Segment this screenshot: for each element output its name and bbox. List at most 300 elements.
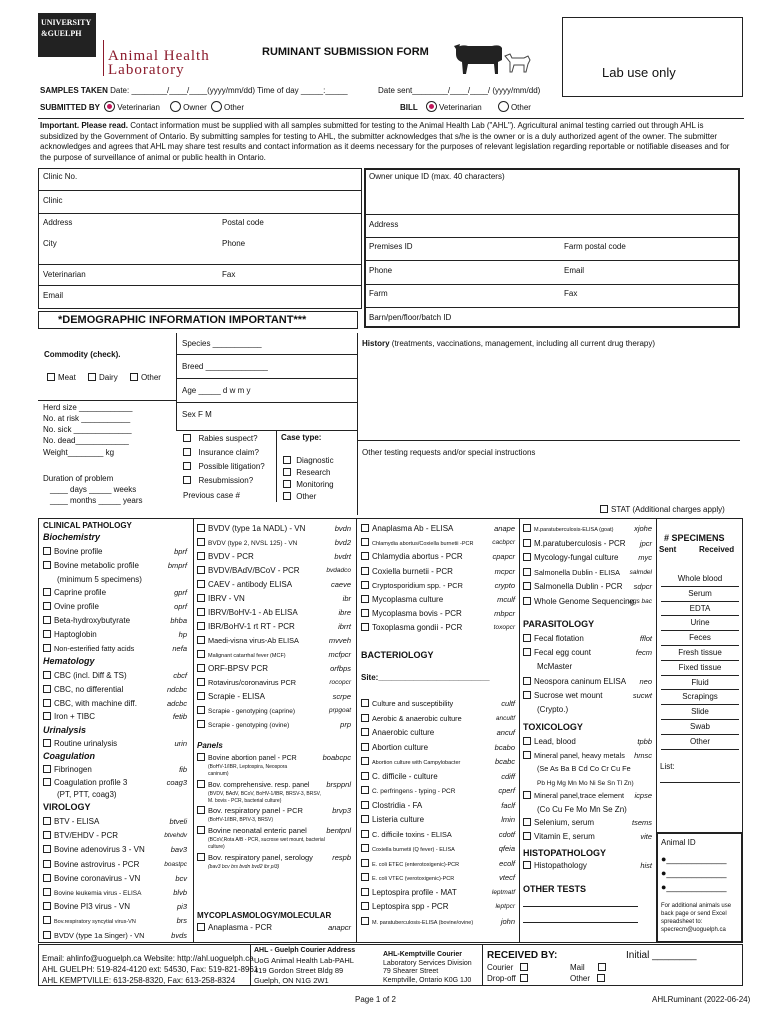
test-code: bcabc (494, 757, 515, 766)
cb-mail[interactable] (598, 963, 606, 971)
cb-other-commodity[interactable] (130, 373, 138, 381)
radio-other[interactable] (211, 101, 222, 112)
research: Research (296, 468, 331, 477)
veterinarian[interactable]: Veterinarian (43, 270, 86, 279)
test-name: BVDV (type 2, NVSL 125) - VN (208, 540, 298, 547)
no-at-risk[interactable]: No. at risk ___________ (43, 414, 131, 423)
specimens-title: # SPECIMENS (664, 533, 725, 543)
test-name: Neospora caninum ELISA (534, 676, 627, 686)
test-checkbox[interactable] (43, 765, 51, 773)
other-case: Other (296, 492, 317, 501)
test-code: sucwt (632, 690, 652, 700)
premises-id[interactable]: Premises ID (369, 242, 413, 251)
sent: Sent (659, 545, 677, 554)
test-row (43, 669, 189, 683)
test-name: CBC, with machine diff. (54, 698, 137, 708)
test-checkbox[interactable] (43, 860, 51, 868)
test-row (523, 632, 654, 646)
test-name: Coxiella burnetii - PCR (372, 566, 453, 576)
test-checkbox[interactable] (361, 859, 369, 867)
owner-id[interactable]: Owner unique ID (max. 40 characters) (369, 172, 505, 181)
test-checkbox[interactable] (523, 751, 531, 759)
test-checkbox[interactable] (197, 650, 205, 658)
test-code: vtecf (499, 873, 515, 882)
cb-research[interactable] (283, 468, 291, 476)
cb-diagnostic[interactable] (283, 456, 291, 464)
test-checkbox[interactable] (197, 664, 205, 672)
email-right[interactable]: Email (564, 266, 585, 275)
test-name: BVDV (type 1a Singer) - VN (54, 930, 145, 940)
test-row (523, 580, 654, 595)
cb-stat[interactable] (600, 505, 608, 513)
test-row (197, 704, 353, 718)
test-checkbox[interactable] (43, 561, 51, 569)
initial[interactable]: Initial ________ (626, 950, 697, 961)
test-row (523, 789, 654, 803)
test-row (43, 614, 189, 628)
test-checkbox[interactable] (523, 818, 531, 826)
panel-comp-sub: (BVDV, BAdV, BCoV, BoHV-1/IBR, BRSV-3, BRSV, M. bovis - PCR, bacterial culture) (208, 791, 321, 804)
specimen-label: Fresh tissue (678, 647, 722, 657)
list-label[interactable]: List: (660, 762, 675, 771)
histopathology-item: Histopathology (534, 861, 587, 870)
test-checkbox[interactable] (43, 671, 51, 679)
other-opt (570, 974, 608, 984)
test-name: Bovine leukemia virus - ELISA (54, 889, 142, 897)
test-checkbox[interactable] (361, 844, 369, 852)
test-row (361, 857, 517, 872)
phone-right[interactable]: Phone (369, 266, 393, 275)
test-checkbox[interactable] (197, 538, 205, 546)
test-checkbox[interactable] (43, 888, 51, 896)
cb-panel-neonatal[interactable] (197, 826, 205, 834)
form-version: AHLRuminant (2022-06-24) (652, 995, 751, 1004)
test-checkbox[interactable] (361, 743, 369, 751)
test-checkbox[interactable] (197, 524, 205, 532)
test-code: gprf (174, 588, 187, 598)
specimen-row[interactable] (661, 572, 739, 587)
test-code: bvdadco (326, 567, 351, 574)
specimen-row[interactable] (661, 720, 739, 735)
col1-coag-list (43, 764, 189, 802)
specimen-row[interactable] (661, 735, 739, 750)
test-code: prp (340, 720, 351, 729)
barn-id[interactable]: Barn/pen/floor/batch ID (369, 313, 452, 322)
specimen-row[interactable] (661, 646, 739, 661)
test-row (43, 900, 189, 914)
test-row (361, 726, 517, 741)
test-checkbox[interactable] (361, 609, 369, 617)
test-row (361, 579, 517, 593)
test-checkbox[interactable] (361, 728, 369, 736)
opt-owner: Owner (183, 103, 207, 112)
cb-litigation[interactable] (183, 462, 191, 470)
cb-meat[interactable] (47, 373, 55, 381)
cb-other-recv[interactable] (597, 974, 605, 982)
address-left[interactable]: Address (43, 218, 73, 227)
history[interactable] (362, 339, 655, 349)
specimen-label: Feces (689, 633, 711, 643)
test-code: lmin (501, 815, 515, 824)
test-checkbox[interactable] (361, 567, 369, 575)
kc-title: AHL-Kemptville Courier (383, 951, 462, 958)
courier-label: Courier (487, 963, 514, 972)
virology: VIROLOGY (43, 802, 91, 812)
test-row (197, 690, 353, 704)
test-name: Coagulation profile 3 (54, 777, 128, 787)
farm-postal[interactable]: Farm postal code (564, 242, 626, 251)
test-checkbox[interactable] (43, 845, 51, 853)
radio-vet[interactable] (104, 101, 115, 112)
courier-l3: Guelph, ON N1G 2W1 (254, 976, 329, 985)
litigation: Possible litigation? (198, 462, 265, 471)
test-checkbox[interactable] (197, 594, 205, 602)
specimen-row[interactable] (661, 587, 739, 602)
test-code: cbcf (173, 671, 187, 680)
test-checkbox[interactable] (361, 801, 369, 809)
duration-days[interactable]: ____ days _____ weeks (50, 485, 137, 494)
test-checkbox[interactable] (361, 757, 369, 765)
test-code: cpapcr (492, 552, 515, 562)
test-checkbox[interactable] (361, 830, 369, 838)
hist-code: hist (640, 861, 652, 870)
col3-list (361, 522, 517, 636)
test-code: btveli (169, 817, 187, 826)
test-row (43, 829, 189, 843)
phone-left[interactable]: Phone (222, 239, 246, 248)
test-row (361, 755, 517, 770)
test-row (523, 735, 654, 749)
previous-case[interactable]: Previous case # (183, 491, 240, 500)
test-checkbox[interactable] (523, 553, 531, 561)
test-name: Abortion culture with Campylobacter (372, 760, 461, 766)
test-row (523, 803, 654, 817)
cb-monitoring[interactable] (283, 480, 291, 488)
test-row (361, 697, 517, 712)
test-checkbox[interactable] (43, 739, 51, 747)
specimen-label: Serum (688, 588, 712, 598)
test-code: pi3 (176, 902, 187, 912)
test-code: coag3 (166, 777, 187, 787)
test-checkbox[interactable] (197, 552, 205, 560)
courier-title: AHL - Guelph Courier Address (254, 947, 356, 954)
commodity: Commodity (check). (44, 350, 121, 359)
university-word: UNIVERSITY (41, 18, 92, 27)
site[interactable]: Site:_________________________ (361, 673, 490, 682)
test-name: M.paratuberculosis-ELISA (goat) (534, 527, 614, 533)
test-code: brs (176, 916, 187, 926)
test-checkbox[interactable] (523, 832, 531, 840)
test-row (197, 676, 353, 690)
test-name: Mycoplasma bovis - PCR (372, 609, 462, 619)
clinic[interactable]: Clinic (43, 196, 63, 205)
test-row (43, 789, 189, 802)
histopathology: HISTOPATHOLOGY (523, 848, 607, 858)
test-checkbox[interactable] (523, 582, 531, 590)
animal-id: Animal ID (661, 838, 696, 847)
cb-panel-comp[interactable] (197, 780, 205, 788)
address-right[interactable]: Address (369, 220, 399, 229)
test-checkbox[interactable] (523, 677, 531, 685)
test-code: myc (638, 553, 652, 562)
specimen-label: Other (689, 736, 710, 746)
test-checkbox[interactable] (361, 581, 369, 589)
cb-resubmission[interactable] (183, 476, 191, 484)
test-checkbox[interactable] (43, 685, 51, 693)
ahl-title-2: Laboratory (108, 62, 185, 78)
specimen-label: Swab (689, 721, 710, 731)
test-checkbox[interactable] (361, 623, 369, 631)
test-code: ecolf (499, 858, 515, 868)
test-row (523, 551, 654, 566)
test-checkbox[interactable] (43, 547, 51, 555)
test-checkbox[interactable] (197, 692, 205, 700)
panel-abortion-code: boabcpc (322, 753, 351, 762)
test-checkbox[interactable] (43, 630, 51, 638)
email-left[interactable]: Email (43, 291, 64, 300)
test-checkbox[interactable] (361, 815, 369, 823)
panel-abortion-sub: (BoHV-1/IBR, Leptospira, Neospora caninum) (208, 764, 288, 777)
test-checkbox[interactable] (523, 648, 531, 656)
history-label: History (362, 339, 390, 348)
test-code: blvb (173, 887, 187, 897)
test-row (523, 522, 654, 537)
cb-anaplasma-pcr[interactable] (197, 923, 205, 931)
test-checkbox[interactable] (361, 699, 369, 707)
specimen-label: Urine (690, 618, 710, 628)
animal-id-lines[interactable]: ●____________ ●____________ ●____________ (661, 854, 727, 892)
test-checkbox[interactable] (523, 597, 531, 605)
test-checkbox[interactable] (197, 706, 205, 714)
dropoff-opt (487, 974, 531, 984)
test-checkbox[interactable] (361, 538, 369, 546)
cb-insurance[interactable] (183, 448, 191, 456)
test-checkbox[interactable] (523, 568, 531, 576)
duration-months[interactable]: ____ months _____ years (50, 496, 143, 505)
form-title: RUMINANT SUBMISSION FORM (262, 46, 429, 58)
test-checkbox[interactable] (43, 644, 51, 652)
test-name: Bovine coronavirus - VN (54, 873, 141, 883)
contact-right-box (364, 168, 740, 328)
test-checkbox[interactable] (523, 791, 531, 799)
test-row (43, 559, 189, 573)
bill-radio-vet[interactable] (426, 101, 437, 112)
test-checkbox[interactable] (43, 902, 51, 910)
cb-dairy[interactable] (88, 373, 96, 381)
clinic-no[interactable]: Clinic No. (43, 172, 78, 181)
cb-panel-resp[interactable] (197, 806, 205, 814)
cb-panel-abortion[interactable] (197, 753, 205, 761)
test-name: Beta-hydroxybutyrate (54, 615, 131, 625)
postal-code[interactable]: Postal code (222, 218, 264, 227)
test-code: mcfpcr (328, 650, 351, 659)
test-row (361, 799, 517, 814)
test-name: CBC, no differential (54, 684, 124, 694)
test-name: BTV/EHDV - PCR (54, 831, 119, 841)
test-checkbox[interactable] (361, 786, 369, 794)
test-checkbox[interactable] (43, 699, 51, 707)
test-checkbox[interactable] (43, 931, 51, 939)
test-code: adcbc (166, 698, 187, 708)
test-name: Mycoplasma culture (372, 594, 444, 604)
test-code: bcv (175, 873, 187, 883)
test-checkbox[interactable] (361, 524, 369, 532)
footer-email[interactable]: Email: ahlinfo@uoguelph.ca Website: http://ahl.uoguelph.ca (42, 954, 254, 963)
test-checkbox[interactable] (43, 778, 51, 786)
bill-label: BILL (400, 103, 418, 112)
test-checkbox[interactable] (361, 888, 369, 896)
farm[interactable]: Farm (369, 289, 388, 298)
breed[interactable]: Breed ______________ (182, 362, 268, 371)
test-code: prpgoat (328, 707, 351, 714)
specimen-row[interactable] (661, 616, 739, 631)
date-sent[interactable]: Date sent________/____/____/ (yyyy/mm/dd) (378, 86, 541, 95)
test-checkbox[interactable] (43, 916, 51, 924)
bill-opt-other: Other (510, 103, 531, 112)
test-checkbox[interactable] (361, 552, 369, 560)
specimen-row[interactable] (661, 631, 739, 646)
test-checkbox[interactable] (197, 608, 205, 616)
test-checkbox[interactable] (361, 917, 369, 925)
test-row (43, 843, 189, 857)
panel-abortion: Bovine abortion panel - PCR (208, 755, 297, 762)
test-checkbox[interactable] (523, 524, 531, 532)
commodity-opts (47, 373, 161, 383)
test-name: Caprine profile (54, 588, 107, 598)
test-row (523, 776, 654, 790)
test-checkbox[interactable] (43, 588, 51, 596)
species[interactable]: Species ___________ (182, 339, 262, 348)
test-checkbox[interactable] (197, 580, 205, 588)
dropoff-label: Drop-off (487, 974, 516, 983)
test-name: Anaplasma Ab - ELISA (372, 524, 454, 533)
city[interactable]: City (43, 239, 57, 248)
diagnostic: Diagnostic (296, 456, 334, 465)
test-checkbox[interactable] (197, 678, 205, 686)
test-checkbox[interactable] (197, 636, 205, 644)
test-row (523, 595, 654, 610)
bill-radio-other[interactable] (498, 101, 509, 112)
test-checkbox[interactable] (43, 616, 51, 624)
panel-serology: Bov. respiratory panel, serology (208, 853, 313, 862)
cb-histopathology[interactable] (523, 861, 531, 869)
test-row (43, 683, 189, 697)
cb-courier[interactable] (520, 963, 528, 971)
footer-guelph: AHL GUELPH: 519-824-4120 ext: 54530, Fax: 519-821-8961 (42, 965, 259, 974)
test-row (361, 741, 517, 756)
test-row (43, 858, 189, 872)
cb-panel-serology[interactable] (197, 853, 205, 861)
test-checkbox[interactable] (43, 831, 51, 839)
test-checkbox[interactable] (523, 539, 531, 547)
test-name: Bovine adenovirus 3 - VN (54, 845, 145, 855)
specimen-row[interactable] (661, 690, 739, 705)
test-checkbox[interactable] (361, 772, 369, 780)
test-code: hmsc (634, 750, 652, 760)
test-name: Leptospira profile - MAT (372, 887, 457, 897)
test-checkbox[interactable] (197, 566, 205, 574)
test-name: McMaster (537, 662, 573, 672)
col1-biochem-list (43, 545, 189, 655)
test-row (361, 886, 517, 901)
test-name: Routine urinalysis (54, 739, 118, 748)
no-dead[interactable]: No. dead____________ (43, 436, 129, 445)
other-tests: OTHER TESTS (523, 884, 587, 894)
radio-owner[interactable] (170, 101, 181, 112)
specimen-row[interactable] (661, 705, 739, 720)
test-checkbox[interactable] (361, 902, 369, 910)
test-name: M.paratuberculosis - PCR (534, 538, 626, 548)
test-code: ndcbc (166, 684, 187, 694)
anaplasma-pcr-code: anapcr (328, 923, 351, 932)
test-checkbox[interactable] (523, 691, 531, 699)
samples-date[interactable]: Date: ________/____/____(yyyy/mm/dd) Time of day _____:_____ (110, 86, 348, 95)
test-name: Bovine profile (54, 547, 103, 556)
specimen-row[interactable] (661, 602, 739, 617)
sex[interactable]: Sex F M (182, 410, 212, 419)
test-checkbox[interactable] (197, 622, 205, 630)
test-name: Bovine astrovirus - PCR (54, 859, 140, 869)
test-row (361, 900, 517, 915)
test-code: fflot (639, 634, 652, 643)
specimen-label: Whole blood (677, 574, 723, 583)
test-checkbox[interactable] (197, 720, 205, 728)
cb-rabies[interactable] (183, 434, 191, 442)
hematology: Hematology (43, 656, 95, 666)
test-name: BVDV - PCR (208, 552, 254, 561)
test-row (43, 777, 189, 790)
specimen-row[interactable] (661, 676, 739, 691)
age[interactable]: Age _____ d w m y (182, 386, 251, 395)
cb-other-case[interactable] (283, 492, 291, 500)
test-code: jpcr (639, 538, 652, 548)
cow-illustration-icon (452, 38, 508, 78)
test-checkbox[interactable] (523, 737, 531, 745)
cb-dropoff[interactable] (520, 974, 528, 982)
test-checkbox[interactable] (43, 602, 51, 610)
test-checkbox[interactable] (43, 817, 51, 825)
fax-right[interactable]: Fax (564, 289, 578, 298)
test-checkbox[interactable] (361, 873, 369, 881)
ahl-title-1: Animal Health (108, 48, 210, 64)
test-checkbox[interactable] (523, 634, 531, 642)
test-name: (Crypto.) (537, 704, 569, 714)
test-name: Cryptosporidium spp. - PCR (372, 580, 463, 590)
test-row (43, 710, 189, 724)
test-checkbox[interactable] (43, 874, 51, 882)
test-code: anape (494, 524, 515, 533)
weight[interactable]: Weight________ kg (43, 448, 115, 457)
test-row (523, 566, 654, 581)
test-name: Scrapie - ELISA (208, 692, 265, 701)
test-row (43, 929, 189, 943)
fax-left[interactable]: Fax (222, 270, 236, 279)
no-sick[interactable]: No. sick _____________ (43, 425, 132, 434)
test-code: sdpcr (633, 582, 652, 591)
test-row (43, 697, 189, 711)
test-checkbox[interactable] (43, 712, 51, 720)
test-code: tpbb (637, 737, 652, 746)
test-row (43, 815, 189, 829)
other-testing[interactable]: Other testing requests and/or special instructions (362, 448, 536, 457)
herd-size[interactable]: Herd size ____________ (43, 403, 133, 412)
test-row (523, 703, 654, 717)
test-checkbox[interactable] (361, 714, 369, 722)
test-checkbox[interactable] (361, 595, 369, 603)
test-row (43, 764, 189, 777)
specimen-row[interactable] (661, 661, 739, 676)
opt-other: Other (223, 103, 244, 112)
